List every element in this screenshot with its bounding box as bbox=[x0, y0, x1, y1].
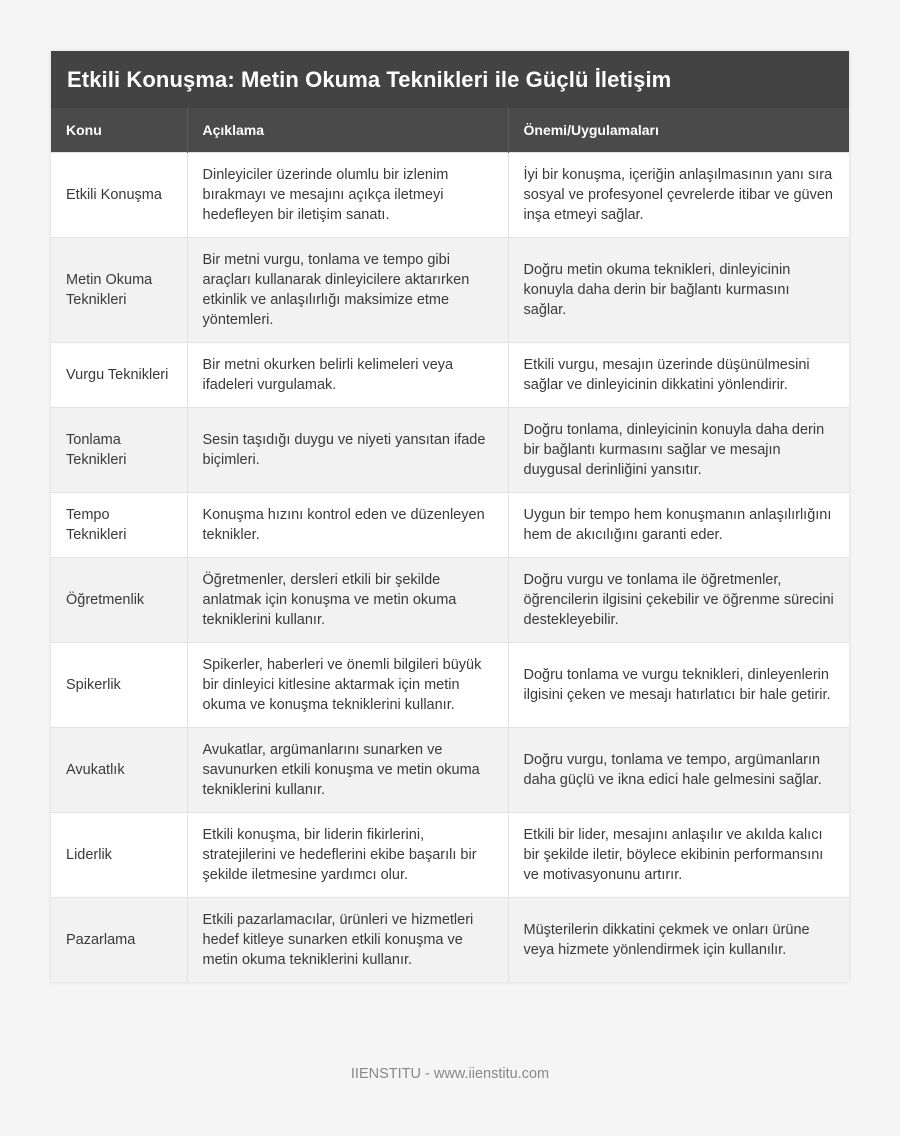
table-row bbox=[51, 238, 849, 343]
cell-importance: Uygun bir tempo hem konuşmanın anlaşılırlığını hem de akıcılığını garanti eder. bbox=[508, 493, 849, 558]
cell-description: Avukatlar, argümanlarını sunarken ve savunurken etkili konuşma ve metin okuma tekniklerini kullanır. bbox=[187, 728, 508, 813]
table-row bbox=[51, 898, 849, 983]
cell-description: Dinleyiciler üzerinde olumlu bir izlenim bırakmayı ve mesajını açıkça iletmeyi hedefleyen bir iletişim sanatı. bbox=[187, 153, 508, 238]
info-table bbox=[51, 108, 849, 982]
table-row bbox=[51, 408, 849, 493]
cell-description: Bir metni okurken belirli kelimeleri veya ifadeleri vurgulamak. bbox=[187, 343, 508, 408]
page-title: Etkili Konuşma: Metin Okuma Teknikleri ile Güçlü İletişim bbox=[51, 51, 849, 108]
cell-topic: Spikerlik bbox=[51, 643, 187, 728]
cell-description: Bir metni vurgu, tonlama ve tempo gibi araçları kullanarak dinleyicilere aktarırken etkinlik ve anlaşılırlığı maksimize etme yöntemleri. bbox=[187, 238, 508, 343]
cell-topic: Liderlik bbox=[51, 813, 187, 898]
cell-topic: Avukatlık bbox=[51, 728, 187, 813]
table-row bbox=[51, 343, 849, 408]
cell-description: Konuşma hızını kontrol eden ve düzenleyen teknikler. bbox=[187, 493, 508, 558]
cell-importance: Doğru tonlama, dinleyicinin konuyla daha derin bir bağlantı kurmasını sağlar ve mesajın duygusal derinliğini yansıtır. bbox=[508, 408, 849, 493]
cell-topic: Tonlama Teknikleri bbox=[51, 408, 187, 493]
table-card bbox=[51, 51, 849, 982]
table-row bbox=[51, 493, 849, 558]
cell-description: Spikerler, haberleri ve önemli bilgileri büyük bir dinleyici kitlesine aktarmak için metin okuma ve konuşma tekniklerini kullanır. bbox=[187, 643, 508, 728]
cell-importance: Etkili vurgu, mesajın üzerinde düşünülmesini sağlar ve dinleyicinin dikkatini yönlendirir. bbox=[508, 343, 849, 408]
cell-description: Etkili konuşma, bir liderin fikirlerini, stratejilerini ve hedeflerini ekibe başarılı bir şekilde iletmesine yardımcı olur. bbox=[187, 813, 508, 898]
cell-topic: Etkili Konuşma bbox=[51, 153, 187, 238]
cell-topic: Vurgu Teknikleri bbox=[51, 343, 187, 408]
cell-topic: Tempo Teknikleri bbox=[51, 493, 187, 558]
cell-topic: Metin Okuma Teknikleri bbox=[51, 238, 187, 343]
cell-importance: Doğru tonlama ve vurgu teknikleri, dinleyenlerin ilgisini çeken ve mesajı hatırlatıcı bir hale getirir. bbox=[508, 643, 849, 728]
footer-text: IIENSTITU - www.iienstitu.com bbox=[350, 1066, 550, 1082]
column-header-description: Açıklama bbox=[187, 108, 508, 153]
table-row bbox=[51, 813, 849, 898]
table-body bbox=[51, 153, 849, 983]
cell-importance: Doğru vurgu, tonlama ve tempo, argümanların daha güçlü ve ikna edici hale gelmesini sağlar. bbox=[508, 728, 849, 813]
cell-importance: Doğru metin okuma teknikleri, dinleyicinin konuyla daha derin bir bağlantı kurmasını sağlar. bbox=[508, 238, 849, 343]
cell-importance: Etkili bir lider, mesajını anlaşılır ve akılda kalıcı bir şekilde iletir, böylece ekibinin performansını ve motivasyonunu artırır. bbox=[508, 813, 849, 898]
table-row bbox=[51, 153, 849, 238]
table-row bbox=[51, 558, 849, 643]
cell-topic: Öğretmenlik bbox=[51, 558, 187, 643]
cell-importance: İyi bir konuşma, içeriğin anlaşılmasının yanı sıra sosyal ve profesyonel çevrelerde itibar ve güven inşa etmeyi sağlar. bbox=[508, 153, 849, 238]
cell-description: Etkili pazarlamacılar, ürünleri ve hizmetleri hedef kitleye sunarken etkili konuşma ve metin okuma tekniklerini kullanır. bbox=[187, 898, 508, 983]
column-header-importance: Önemi/Uygulamaları bbox=[508, 108, 849, 153]
table-header bbox=[51, 108, 849, 153]
cell-description: Sesin taşıdığı duygu ve niyeti yansıtan ifade biçimleri. bbox=[187, 408, 508, 493]
cell-importance: Müşterilerin dikkatini çekmek ve onları ürüne veya hizmete yönlendirmek için kullanılır. bbox=[508, 898, 849, 983]
table-row bbox=[51, 728, 849, 813]
cell-importance: Doğru vurgu ve tonlama ile öğretmenler, öğrencilerin ilgisini çekebilir ve öğrenme sürecini destekleyebilir. bbox=[508, 558, 849, 643]
cell-topic: Pazarlama bbox=[51, 898, 187, 983]
cell-description: Öğretmenler, dersleri etkili bir şekilde anlatmak için konuşma ve metin okuma tekniklerini kullanır. bbox=[187, 558, 508, 643]
table-row bbox=[51, 643, 849, 728]
column-header-topic: Konu bbox=[51, 108, 187, 153]
